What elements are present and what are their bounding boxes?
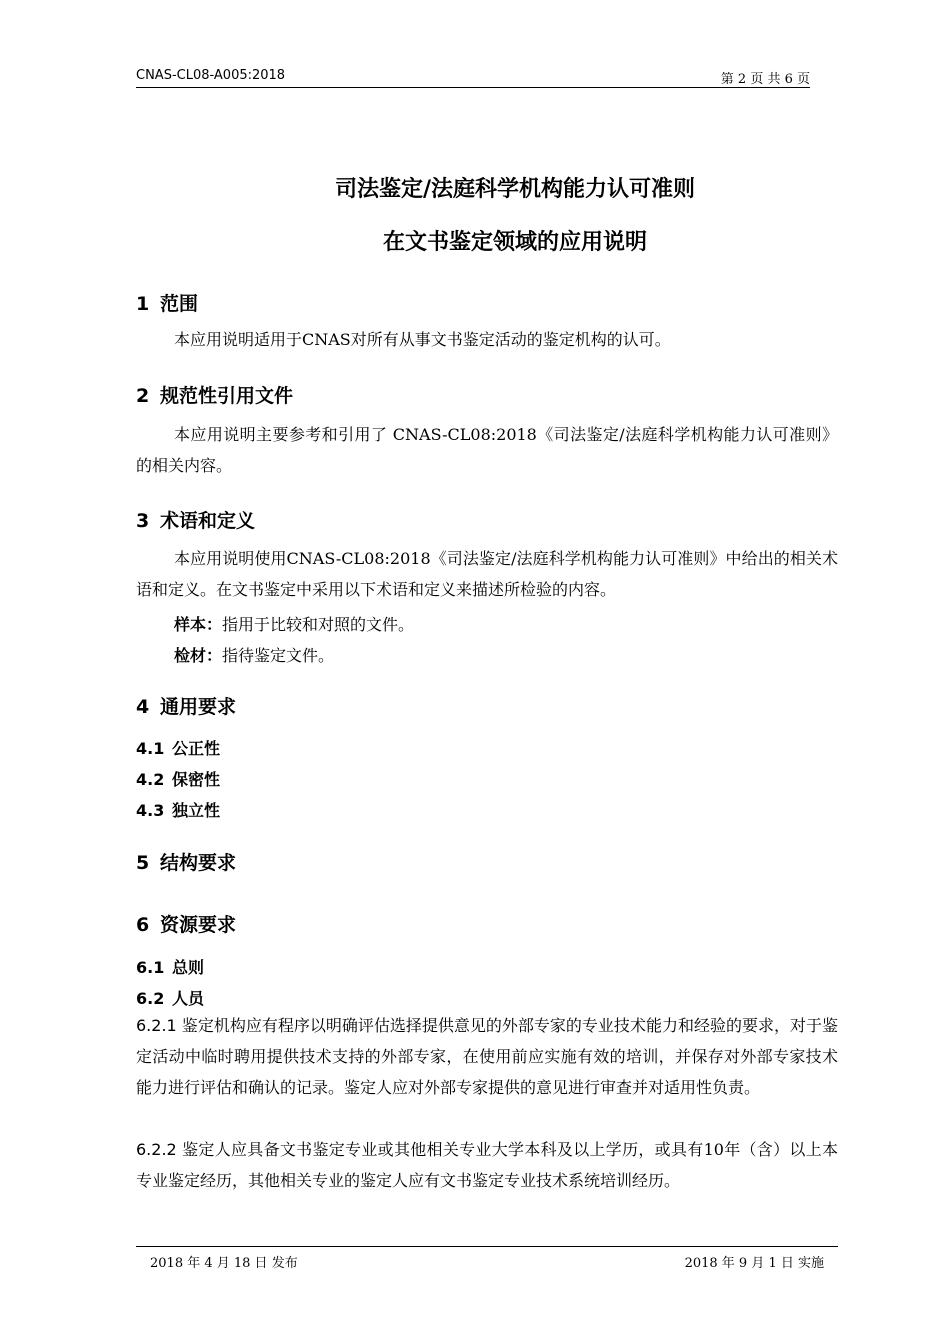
document-title-line2: 在文书鉴定领域的应用说明: [382, 229, 647, 255]
definition-term: 样本：: [174, 615, 223, 634]
subsection-number: 6.2: [136, 989, 165, 1008]
clause-6-2-2: [136, 1134, 838, 1196]
section-5-heading: [136, 848, 236, 875]
clause-text: 鉴定人应具备文书鉴定专业或其他相关专业大学本科及以上学历，或具有10年（含）以上本专业鉴定经历，其他相关专业的鉴定人应有文书鉴定专业技术系统培训经历。: [136, 1140, 838, 1190]
section-title: 资源要求: [160, 914, 237, 936]
definition-text: 指用于比较和对照的文件。: [222, 615, 415, 634]
subsection-4-2: [136, 767, 220, 790]
clause-number: 6.2.1: [136, 1016, 177, 1035]
header-page-info: 第 2 页 共 6 页: [720, 72, 810, 87]
definition-text: 指待鉴定文件。: [222, 646, 335, 665]
section-title: 范围: [160, 293, 199, 315]
header-doc-id: CNAS-CL08-A005:2018: [136, 68, 286, 83]
section-1-paragraph: 本应用说明适用于CNAS对所有从事文书鉴定活动的鉴定机构的认可。: [174, 330, 671, 349]
section-4-heading: [136, 692, 236, 719]
subsection-title: 总则: [172, 958, 205, 977]
document-title-line1: 司法鉴定/法庭科学机构能力认可准则: [334, 176, 696, 202]
footer-effective-date: 2018 年 9 月 1 日 实施: [684, 1256, 824, 1271]
section-title: 结构要求: [160, 852, 237, 874]
subsection-number: 4.3: [136, 801, 165, 820]
subsection-title: 人员: [172, 989, 205, 1008]
clause-6-2-1: [136, 1010, 838, 1103]
clause-text: 鉴定机构应有程序以明确评估选择提供意见的外部专家的专业技术能力和经验的要求，对于鉴定活动中临时聘用提供技术支持的外部专家，在使用前应实施有效的培训，并保存对外部专家技术能力进行评估和确认的记录。鉴定人应对外部专家提供的意见进行审查并对适用性负责。: [136, 1016, 838, 1097]
subsection-title: 独立性: [172, 801, 221, 820]
section-number: 4: [136, 696, 150, 718]
subsection-title: 保密性: [172, 770, 221, 789]
subsection-6-1: [136, 955, 204, 978]
definition-sample: [174, 612, 414, 635]
subsection-number: 4.1: [136, 739, 165, 758]
section-number: 1: [136, 293, 150, 315]
definition-term: 检材：: [174, 646, 223, 665]
section-title: 术语和定义: [160, 510, 256, 532]
section-number: 6: [136, 914, 150, 936]
section-2-paragraph: 本应用说明主要参考和引用了 CNAS-CL08:2018《司法鉴定/法庭科学机构能力认可准则》的相关内容。: [136, 425, 838, 475]
section-3-paragraph: 本应用说明使用CNAS-CL08:2018《司法鉴定/法庭科学机构能力认可准则》中给出的相关术语和定义。在文书鉴定中采用以下术语和定义来描述所检验的内容。: [136, 549, 838, 599]
subsection-4-3: [136, 798, 220, 821]
definition-material: [174, 643, 334, 666]
section-title: 规范性引用文件: [160, 385, 294, 407]
subsection-number: 6.1: [136, 958, 165, 977]
section-6-heading: [136, 910, 236, 937]
section-1-heading: [136, 289, 198, 316]
header-rule: [136, 87, 810, 88]
footer-issue-date: 2018 年 4 月 18 日 发布: [150, 1256, 298, 1271]
section-2-heading: [136, 381, 293, 408]
section-3-heading: [136, 506, 255, 533]
footer-rule: [136, 1246, 838, 1247]
section-title: 通用要求: [160, 696, 237, 718]
section-number: 2: [136, 385, 150, 407]
section-number: 5: [136, 852, 150, 874]
section-number: 3: [136, 510, 150, 532]
clause-number: 6.2.2: [136, 1140, 177, 1159]
subsection-title: 公正性: [172, 739, 221, 758]
subsection-4-1: [136, 736, 220, 759]
subsection-6-2: [136, 986, 204, 1009]
subsection-number: 4.2: [136, 770, 165, 789]
